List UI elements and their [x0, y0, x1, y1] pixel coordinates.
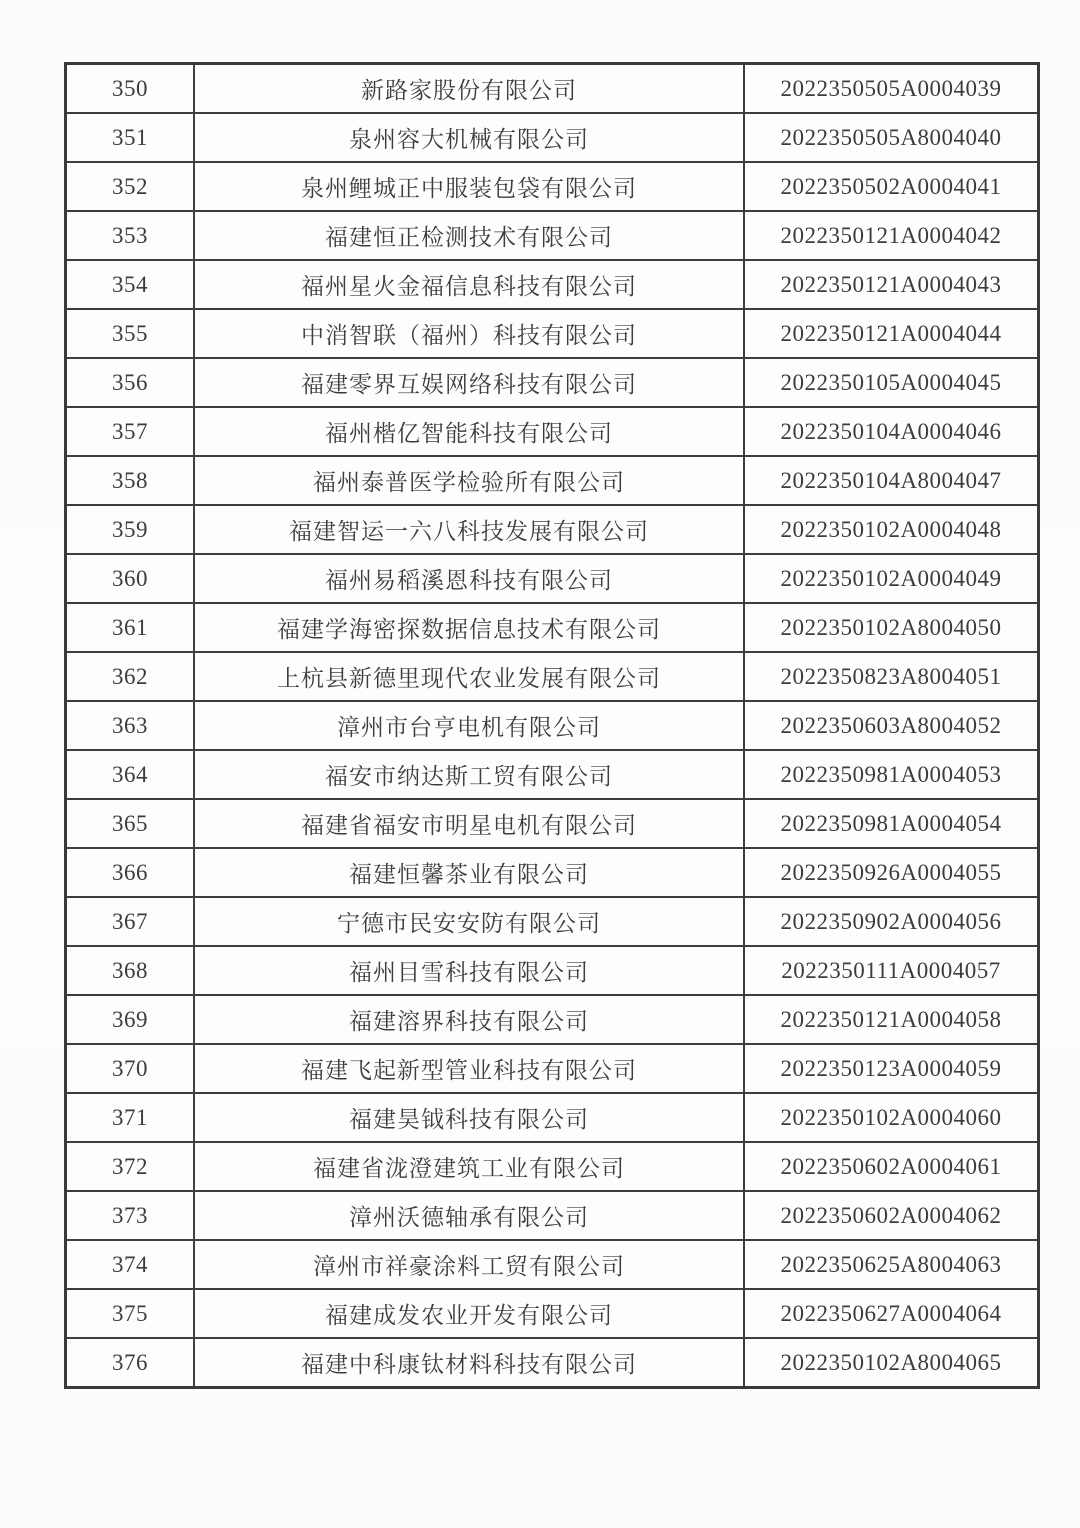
company-name-cell: 福建恒馨茶业有限公司 [194, 848, 744, 897]
table-row [66, 358, 1039, 407]
registration-code-cell: 2022350123A0004059 [744, 1044, 1039, 1093]
registration-code-cell: 2022350981A0004053 [744, 750, 1039, 799]
registration-code-cell: 2022350602A0004061 [744, 1142, 1039, 1191]
row-number-cell: 350 [66, 64, 195, 114]
row-number-cell: 365 [66, 799, 195, 848]
row-number-cell: 368 [66, 946, 195, 995]
table-row [66, 897, 1039, 946]
company-name-cell: 漳州市台亨电机有限公司 [194, 701, 744, 750]
table-row [66, 456, 1039, 505]
registration-code-cell: 2022350603A8004052 [744, 701, 1039, 750]
registration-code-cell: 2022350102A0004060 [744, 1093, 1039, 1142]
row-number-cell: 353 [66, 211, 195, 260]
registration-code-cell: 2022350121A0004044 [744, 309, 1039, 358]
registration-code-cell: 2022350121A0004058 [744, 995, 1039, 1044]
table-row [66, 1240, 1039, 1289]
row-number-cell: 370 [66, 1044, 195, 1093]
row-number-cell: 367 [66, 897, 195, 946]
registration-code-cell: 2022350505A8004040 [744, 113, 1039, 162]
row-number-cell: 364 [66, 750, 195, 799]
row-number-cell: 362 [66, 652, 195, 701]
company-name-cell: 福建成发农业开发有限公司 [194, 1289, 744, 1338]
table-row [66, 113, 1039, 162]
registration-code-cell: 2022350102A8004065 [744, 1338, 1039, 1388]
registration-code-cell: 2022350902A0004056 [744, 897, 1039, 946]
company-name-cell: 福州泰普医学检验所有限公司 [194, 456, 744, 505]
row-number-cell: 355 [66, 309, 195, 358]
registration-code-cell: 2022350104A8004047 [744, 456, 1039, 505]
registration-code-cell: 2022350111A0004057 [744, 946, 1039, 995]
company-name-cell: 福州目雪科技有限公司 [194, 946, 744, 995]
registration-code-cell: 2022350926A0004055 [744, 848, 1039, 897]
table-row [66, 309, 1039, 358]
table-row [66, 1142, 1039, 1191]
company-name-cell: 宁德市民安安防有限公司 [194, 897, 744, 946]
row-number-cell: 376 [66, 1338, 195, 1388]
table-row [66, 260, 1039, 309]
table-row [66, 946, 1039, 995]
table-row [66, 1338, 1039, 1388]
table-row [66, 64, 1039, 114]
company-name-cell: 福安市纳达斯工贸有限公司 [194, 750, 744, 799]
table-row [66, 1044, 1039, 1093]
table-row [66, 603, 1039, 652]
company-name-cell: 福建飞起新型管业科技有限公司 [194, 1044, 744, 1093]
company-name-cell: 福建学海密探数据信息技术有限公司 [194, 603, 744, 652]
registration-code-cell: 2022350102A0004048 [744, 505, 1039, 554]
table-row [66, 1289, 1039, 1338]
row-number-cell: 361 [66, 603, 195, 652]
company-name-cell: 福州易稻溪恩科技有限公司 [194, 554, 744, 603]
company-name-cell: 福建零界互娱网络科技有限公司 [194, 358, 744, 407]
row-number-cell: 351 [66, 113, 195, 162]
registration-code-cell: 2022350105A0004045 [744, 358, 1039, 407]
company-name-cell: 中消智联（福州）科技有限公司 [194, 309, 744, 358]
row-number-cell: 360 [66, 554, 195, 603]
table-row [66, 554, 1039, 603]
table-row [66, 848, 1039, 897]
row-number-cell: 354 [66, 260, 195, 309]
company-table-container [64, 62, 1014, 1389]
row-number-cell: 369 [66, 995, 195, 1044]
table-row [66, 652, 1039, 701]
registration-code-cell: 2022350502A0004041 [744, 162, 1039, 211]
registration-code-cell: 2022350823A8004051 [744, 652, 1039, 701]
table-row [66, 162, 1039, 211]
registration-code-cell: 2022350602A0004062 [744, 1191, 1039, 1240]
row-number-cell: 358 [66, 456, 195, 505]
row-number-cell: 357 [66, 407, 195, 456]
table-row [66, 1093, 1039, 1142]
company-name-cell: 泉州鲤城正中服装包袋有限公司 [194, 162, 744, 211]
registration-code-cell: 2022350981A0004054 [744, 799, 1039, 848]
company-name-cell: 福建省泷澄建筑工业有限公司 [194, 1142, 744, 1191]
table-row [66, 701, 1039, 750]
row-number-cell: 373 [66, 1191, 195, 1240]
registration-code-cell: 2022350505A0004039 [744, 64, 1039, 114]
company-name-cell: 漳州沃德轴承有限公司 [194, 1191, 744, 1240]
row-number-cell: 356 [66, 358, 195, 407]
row-number-cell: 371 [66, 1093, 195, 1142]
table-row [66, 799, 1039, 848]
company-name-cell: 福建智运一六八科技发展有限公司 [194, 505, 744, 554]
table-row [66, 505, 1039, 554]
row-number-cell: 352 [66, 162, 195, 211]
row-number-cell: 372 [66, 1142, 195, 1191]
company-name-cell: 福州星火金福信息科技有限公司 [194, 260, 744, 309]
row-number-cell: 363 [66, 701, 195, 750]
table-row [66, 211, 1039, 260]
company-name-cell: 福州楷亿智能科技有限公司 [194, 407, 744, 456]
registration-code-cell: 2022350121A0004043 [744, 260, 1039, 309]
table-row [66, 1191, 1039, 1240]
registration-code-cell: 2022350102A8004050 [744, 603, 1039, 652]
row-number-cell: 359 [66, 505, 195, 554]
row-number-cell: 366 [66, 848, 195, 897]
registration-code-cell: 2022350104A0004046 [744, 407, 1039, 456]
company-table-body [66, 64, 1039, 1388]
registration-code-cell: 2022350121A0004042 [744, 211, 1039, 260]
table-row [66, 750, 1039, 799]
registration-code-cell: 2022350625A8004063 [744, 1240, 1039, 1289]
row-number-cell: 375 [66, 1289, 195, 1338]
registration-code-cell: 2022350627A0004064 [744, 1289, 1039, 1338]
company-name-cell: 泉州容大机械有限公司 [194, 113, 744, 162]
company-name-cell: 新路家股份有限公司 [194, 64, 744, 114]
company-name-cell: 漳州市祥豪涂料工贸有限公司 [194, 1240, 744, 1289]
company-name-cell: 福建昊钺科技有限公司 [194, 1093, 744, 1142]
row-number-cell: 374 [66, 1240, 195, 1289]
company-table [64, 62, 1040, 1389]
table-row [66, 995, 1039, 1044]
company-name-cell: 上杭县新德里现代农业发展有限公司 [194, 652, 744, 701]
table-row [66, 407, 1039, 456]
company-name-cell: 福建恒正检测技术有限公司 [194, 211, 744, 260]
company-name-cell: 福建省福安市明星电机有限公司 [194, 799, 744, 848]
registration-code-cell: 2022350102A0004049 [744, 554, 1039, 603]
company-name-cell: 福建溶界科技有限公司 [194, 995, 744, 1044]
company-name-cell: 福建中科康钛材料科技有限公司 [194, 1338, 744, 1388]
